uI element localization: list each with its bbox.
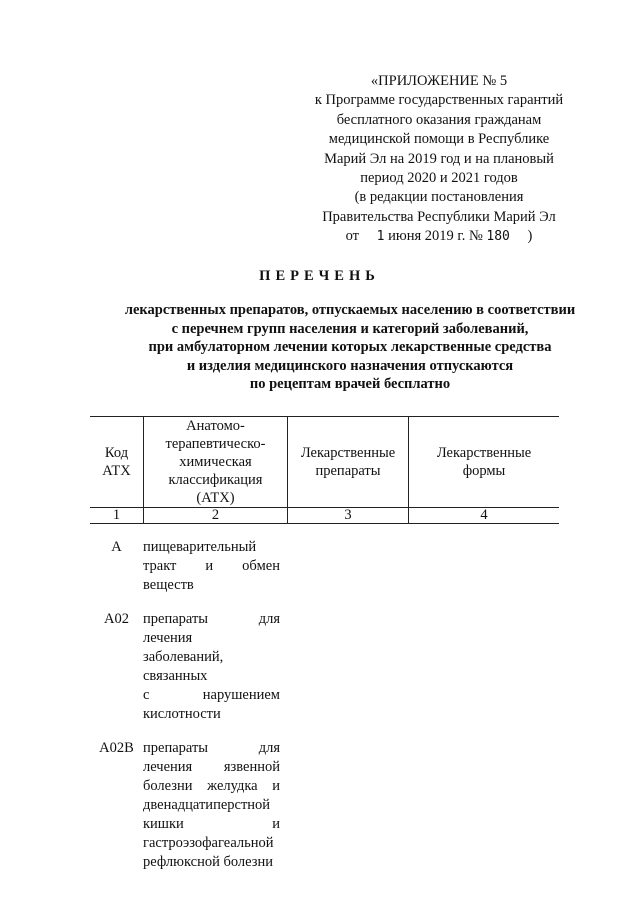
column-number: 1 xyxy=(90,508,144,524)
atc-description xyxy=(143,610,280,724)
description-line: пищеварительный xyxy=(143,539,257,555)
appendix-line: Марий Эл на 2019 год и на плановый xyxy=(324,150,554,167)
subtitle-line: с перечнем групп населения и категорий заболеваний, xyxy=(171,320,529,337)
atc-code: А02В xyxy=(99,740,134,756)
description-line: заболеваний, xyxy=(143,649,224,665)
header-line: Лекарственные xyxy=(300,445,396,461)
subtitle-line: по рецептам врачей бесплатно xyxy=(249,376,451,393)
appendix-line: к Программе государственных гарантий xyxy=(314,92,564,109)
header-line: АТХ xyxy=(102,463,131,479)
description-line: препараты для xyxy=(143,740,280,756)
table-row xyxy=(90,610,290,724)
header-line: Лекарственные xyxy=(436,445,532,461)
header-line: препараты xyxy=(315,463,381,479)
table-row xyxy=(90,538,290,595)
header-line: классификация xyxy=(168,472,263,488)
description-line: двенадцатиперстной xyxy=(143,797,271,813)
header-line: химическая xyxy=(179,454,252,470)
header-row xyxy=(90,417,559,508)
atc-description xyxy=(143,739,280,872)
atc-code: А02 xyxy=(104,611,129,627)
header-line: терапевтическо- xyxy=(165,436,266,452)
description-line: кислотности xyxy=(143,706,221,722)
date-month-year: июня 2019 г. № xyxy=(388,228,483,245)
date-prefix: от xyxy=(345,228,360,245)
description-line: веществ xyxy=(143,577,194,593)
description-line: гастроэзофагеальной xyxy=(143,835,274,851)
column-number-row xyxy=(90,508,559,524)
column-number: 2 xyxy=(144,508,288,524)
header-atc xyxy=(144,417,288,508)
header-line: Код xyxy=(104,445,129,461)
header-drugs xyxy=(288,417,409,508)
header-line: Анатомо- xyxy=(186,418,245,434)
header-line: формы xyxy=(462,463,506,479)
description-line: тракт и обмен xyxy=(143,558,280,574)
appendix-line: медицинской помощи в Республике xyxy=(328,131,550,148)
description-line: связанных xyxy=(143,668,208,684)
subtitle-line: лекарственных препаратов, отпускаемых населению в соответствии xyxy=(124,302,576,318)
date-day: 1 xyxy=(376,229,385,245)
table-row xyxy=(90,739,290,872)
column-number: 4 xyxy=(409,508,560,524)
subtitle-line: и изделия медицинского назначения отпускаются xyxy=(186,357,514,374)
subtitle-line: при амбулаторном лечении которых лекарственные средства xyxy=(148,339,552,356)
appendix-line: бесплатного оказания гражданам xyxy=(336,111,542,128)
description-line: с нарушением xyxy=(143,687,280,703)
table-body xyxy=(90,538,290,887)
table-header xyxy=(90,416,559,524)
description-line: болезни желудка и xyxy=(143,778,280,794)
appendix-line: (в редакции постановления xyxy=(354,189,524,206)
header-line: (АТХ) xyxy=(196,490,235,506)
appendix-line: Правительства Республики Марий Эл xyxy=(322,208,556,225)
atc-description xyxy=(143,538,280,595)
header-forms xyxy=(409,417,560,508)
column-number: 3 xyxy=(288,508,409,524)
description-line: кишки и xyxy=(143,816,280,832)
appendix-header xyxy=(300,72,578,247)
appendix-date-line xyxy=(300,227,578,246)
decree-number: 180 xyxy=(486,229,510,245)
appendix-line: период 2020 и 2021 годов xyxy=(360,170,518,187)
date-close: ) xyxy=(527,228,533,245)
document-title: ПЕРЕЧЕНЬ xyxy=(259,268,380,284)
description-line: лечения язвенной xyxy=(143,759,280,775)
description-line: рефлюксной болезни xyxy=(143,854,274,870)
header-code xyxy=(90,417,144,508)
atc-code: А xyxy=(111,539,122,555)
appendix-line: «ПРИЛОЖЕНИЕ № 5 xyxy=(370,73,508,89)
description-line: препараты для xyxy=(143,611,280,627)
document-subtitle xyxy=(60,301,639,394)
description-line: лечения xyxy=(143,630,193,646)
